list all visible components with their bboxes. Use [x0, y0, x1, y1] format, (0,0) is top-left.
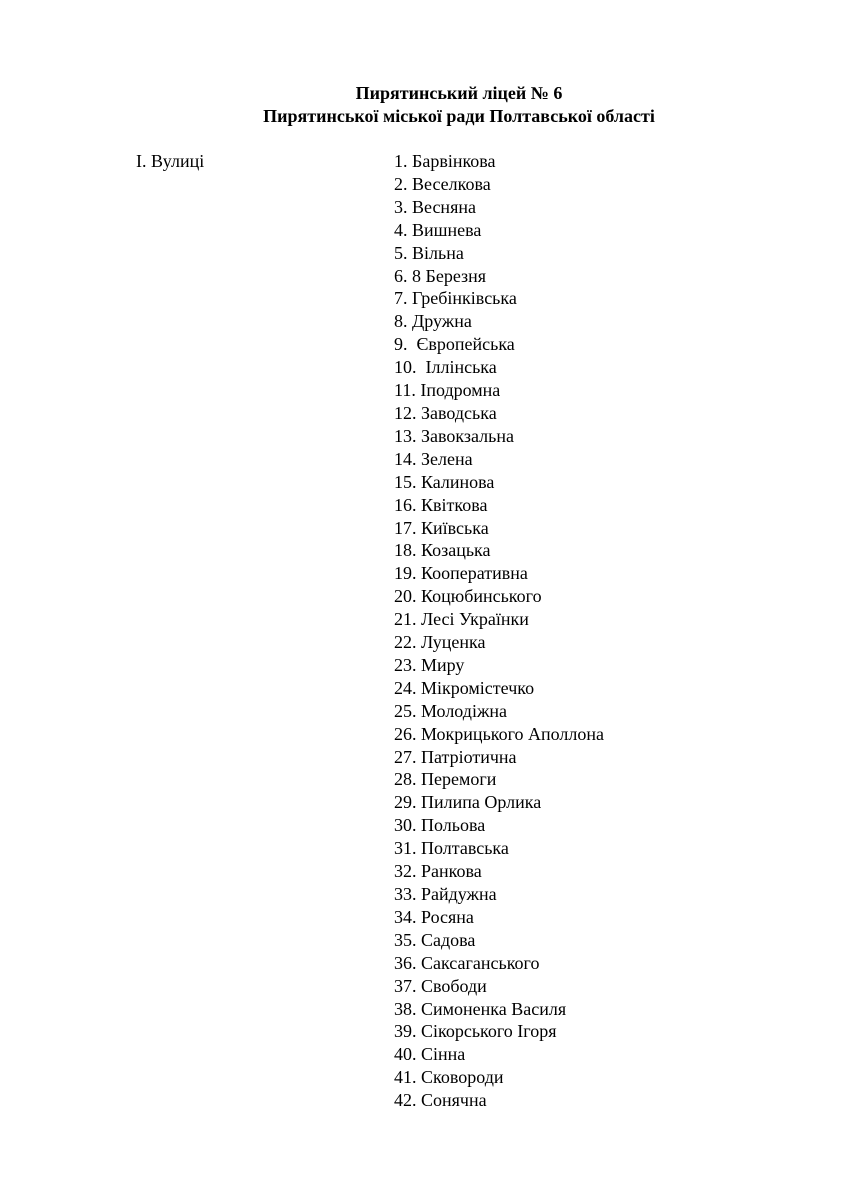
street-item: 37. Свободи	[394, 975, 487, 996]
street-list	[394, 150, 604, 1112]
document-header	[0, 82, 849, 128]
street-item: 23. Миру	[394, 654, 465, 675]
street-item: 14. Зелена	[394, 448, 473, 469]
street-item: 20. Коцюбинського	[394, 586, 542, 607]
street-item: 17. Київська	[394, 517, 489, 538]
street-item: 15. Калинова	[394, 471, 495, 492]
street-item: 5. Вільна	[394, 242, 464, 263]
street-item: 41. Сковороди	[394, 1067, 504, 1088]
street-item: 29. Пилипа Орлика	[394, 792, 542, 813]
street-item: 21. Лесі Українки	[394, 609, 529, 630]
street-item: 18. Козацька	[394, 540, 491, 561]
street-item: 22. Луценка	[394, 632, 486, 653]
street-item: 30. Польова	[394, 815, 486, 836]
street-item: 40. Сінна	[394, 1044, 466, 1065]
street-item: 19. Кооперативна	[394, 563, 528, 584]
street-item: 27. Патріотична	[394, 746, 517, 767]
street-item: 28. Перемоги	[394, 769, 497, 790]
title-line-1: Пирятинський ліцей № 6	[355, 83, 563, 103]
street-item: 34. Росяна	[394, 906, 474, 927]
street-item: 1. Барвінкова	[394, 151, 496, 171]
street-item: 8. Дружна	[394, 311, 472, 332]
street-item: 39. Сікорського Ігоря	[394, 1021, 557, 1042]
street-item: 9. Європейська	[394, 334, 515, 355]
street-item: 26. Мокрицького Аполлона	[394, 723, 605, 744]
street-item: 16. Квіткова	[394, 494, 488, 515]
street-item: 32. Ранкова	[394, 861, 482, 882]
street-item: 2. Веселкова	[394, 173, 491, 194]
street-item: 38. Симоненка Василя	[394, 998, 567, 1019]
street-item: 12. Заводська	[394, 402, 497, 423]
street-item: 42. Сонячна	[394, 1090, 487, 1111]
street-item: 31. Полтавська	[394, 838, 509, 859]
street-item: 35. Садова	[394, 929, 476, 950]
street-item: 33. Райдужна	[394, 884, 497, 904]
street-item: 11. Іподромна	[394, 380, 501, 401]
section-label: І. Вулиці	[136, 151, 205, 171]
street-item: 3. Весняна	[394, 196, 476, 217]
street-item: 10. Іллінська	[394, 357, 497, 378]
street-item: 7. Гребінківська	[394, 288, 517, 309]
street-item: 24. Мікромістечко	[394, 677, 535, 698]
street-item: 6. 8 Березня	[394, 265, 487, 286]
street-item: 36. Саксаганського	[394, 952, 540, 973]
street-item: 25. Молодіжна	[394, 700, 508, 721]
title-line-2: Пирятинської міської ради Полтавської області	[263, 106, 655, 126]
street-item: 4. Вишнева	[394, 219, 482, 240]
street-item: 13. Завокзальна	[394, 425, 514, 446]
